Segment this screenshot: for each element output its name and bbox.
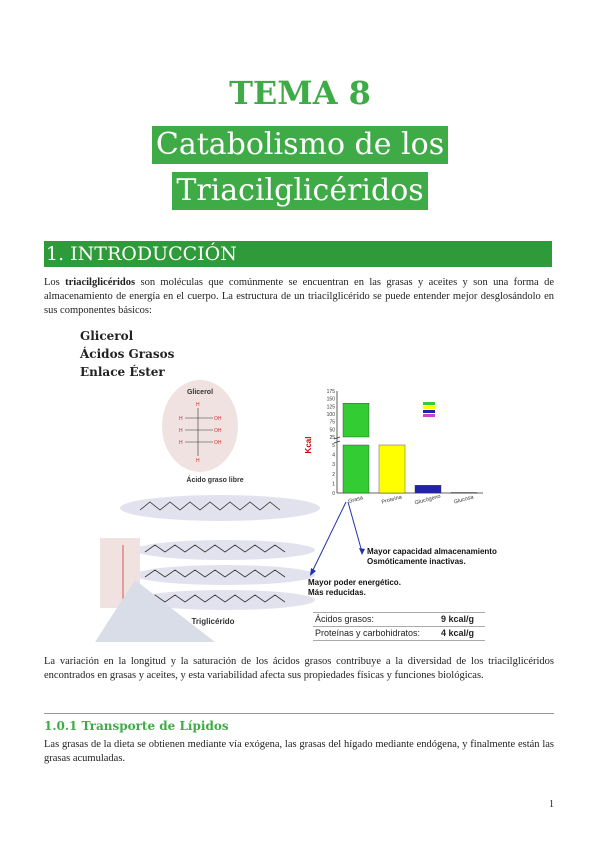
svg-text:OH: OH — [214, 416, 222, 422]
bold-term: triacilglicéridos — [65, 277, 136, 288]
svg-text:H: H — [196, 402, 200, 408]
svg-text:H: H — [179, 428, 183, 434]
svg-text:OH: OH — [214, 440, 222, 446]
legend-swatch — [423, 414, 435, 417]
bar — [451, 493, 477, 494]
list-item: Ácidos Grasos — [80, 347, 175, 361]
svg-text:H: H — [196, 458, 200, 464]
svg-text:H: H — [179, 416, 183, 422]
y-tick-label: 175 — [326, 389, 335, 395]
callout-energy: Mayor poder energético. Más reducidas. — [308, 578, 401, 597]
components-list — [80, 327, 174, 381]
y-tick-label: 2 — [332, 471, 335, 478]
y-tick-label: 1 — [332, 481, 335, 488]
bar — [343, 445, 369, 493]
y-tick-label: 125 — [326, 404, 335, 411]
y-tick-label: 75 — [329, 419, 335, 426]
bar — [343, 403, 369, 437]
variation-paragraph: La variación en la longitud y la saturación de los ácidos grasos contribuye a la diversidad de los triacilglicéridos encontrados en grasas y aceites, y esta variabilidad afecta sus propiedades físicas y funciones biológicas. — [44, 656, 554, 681]
bar — [415, 485, 441, 493]
acido-graso-label: Ácido graso libre — [186, 477, 244, 484]
trigliceride-label: Triglicérido — [191, 617, 235, 626]
transporte-paragraph: Las grasas de la dieta se obtienen mediante vía exógena, las grasas del hígado mediante endógena, y finalmente están las grasas acumuladas. — [44, 739, 554, 764]
page-number: 1 — [549, 799, 554, 810]
y-tick-label: 3 — [332, 462, 335, 469]
energy-table — [313, 612, 485, 640]
list-item: Glicerol — [80, 329, 134, 343]
tema-title: TEMA 8 — [229, 74, 371, 112]
bar — [379, 445, 405, 493]
title-line-1: Catabolismo de los — [0, 126, 600, 164]
y-axis-label: Kcal — [304, 436, 313, 454]
table-row: Ácidos grasos: 9 kcal/g — [313, 612, 485, 626]
svg-text:H: H — [179, 440, 183, 446]
legend-swatch — [423, 410, 435, 413]
triglyceride-structure-figure — [95, 380, 300, 642]
divider — [44, 713, 554, 714]
list-item: Enlace Éster — [80, 365, 165, 379]
title-line-2: Triacilglicéridos — [0, 172, 600, 210]
energy-bar-chart — [305, 385, 485, 515]
y-tick-label: 50 — [329, 427, 335, 434]
section-heading-transporte: 1.0.1 Transporte de Lípidos — [44, 719, 229, 733]
y-tick-label: 5 — [332, 443, 335, 449]
svg-text:OH: OH — [214, 428, 222, 434]
y-tick-label: 4 — [332, 452, 335, 459]
section-heading-introduccion: 1. INTRODUCCIÓN — [44, 241, 552, 267]
table-row: Proteínas y carbohidratos: 4 kcal/g — [313, 626, 485, 641]
intro-paragraph: Los triacilglicéridos son moléculas que comúnmente se encuentran en las grasas y aceites y son una forma de almacenamiento de energía en el cuerpo. La estructura de un triacilglicérido se puede entender mejor desglosándolo en sus componentes básicos: — [44, 277, 554, 316]
legend-swatch — [423, 406, 435, 409]
y-tick-label: 25 — [329, 435, 335, 441]
y-tick-label: 150 — [326, 396, 335, 403]
y-tick-label: 0 — [332, 491, 335, 497]
arrows — [300, 500, 380, 580]
legend-swatch — [423, 402, 435, 405]
category-label: Grasa — [347, 495, 364, 505]
category-label: Proteína — [380, 494, 403, 506]
glicerol-label: Glicerol — [186, 389, 214, 396]
category-label: Glucógeno — [414, 493, 442, 507]
callout-storage: Mayor capacidad almacenamiento Osmóticamente inactivas. — [367, 547, 497, 566]
y-tick-label: 100 — [326, 412, 335, 418]
category-label: Glucosa — [453, 494, 475, 506]
